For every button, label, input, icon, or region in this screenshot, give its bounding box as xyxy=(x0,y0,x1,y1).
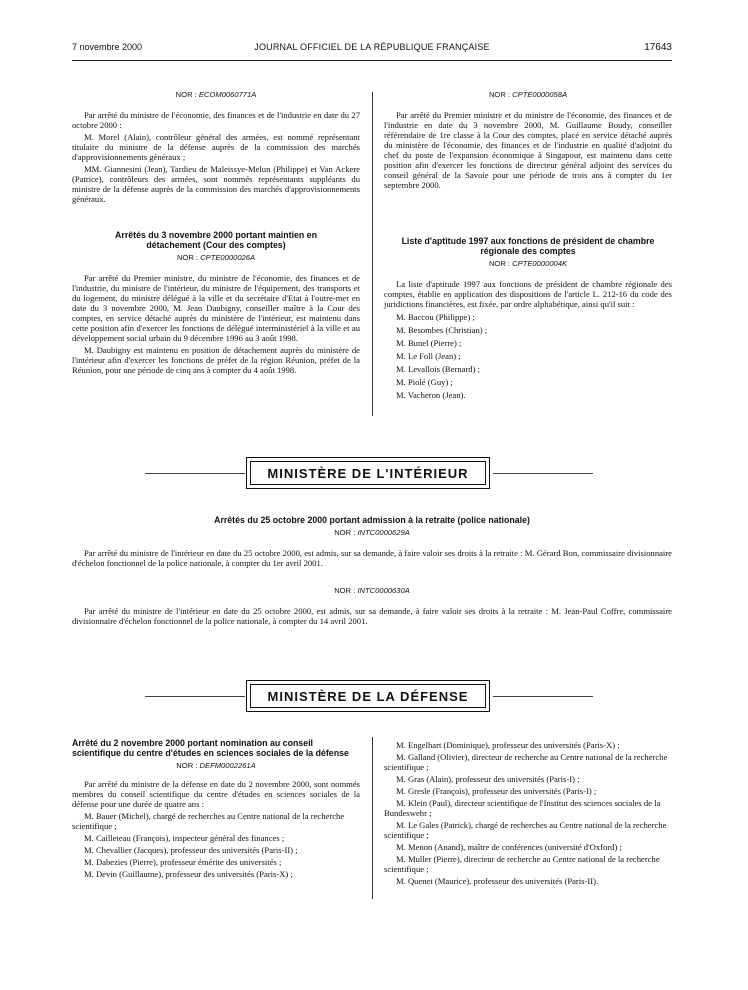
ministry-heading-interieur xyxy=(246,457,490,489)
journal-title: JOURNAL OFFICIEL DE LA RÉPUBLIQUE FRANÇAISE xyxy=(254,42,490,52)
list-item: M. Muller (Pierre), directeur de recherche au Centre national de la recherche scientifique ; xyxy=(384,854,660,874)
list-item: M. Baccou (Philippe) ; xyxy=(396,312,475,322)
list-item: M. Le Gales (Patrick), chargé de recherches au Centre national de la recherche scientifique ; xyxy=(384,820,667,840)
nor-code: CPTE0000004K xyxy=(512,259,568,268)
list-item: M. Besombes (Christian) ; xyxy=(396,325,488,335)
nor-line xyxy=(384,90,672,100)
ministry-label: MINISTÈRE DE LA DÉFENSE xyxy=(250,684,486,708)
page-number: 17643 xyxy=(644,42,672,53)
paragraph: Par arrêté du ministre de l'économie, des finances et de l'industrie en date du 27 octobre 2000 : xyxy=(72,110,360,130)
list-item: M. Gras (Alain), professeur des universités (Paris-I) ; xyxy=(396,774,580,784)
issue-date: 7 novembre 2000 xyxy=(72,42,143,52)
paragraph: Par arrêté du Premier ministre, du ministre de l'économie, des finances et de l'industrie, du ministre de l'intérieur, du ministre de l'équipement, des transports et du logement, du ministre délégué à la ville et du secrétaire d'Etat à l'outre-mer en date du 3 novembre 2000, M. Jean Daubigny, conseiller maître à la Cour des comptes, en service détaché auprès du ministère de l'intérieur, est maintenu dans cette position afin d'exercer les fonctions de délégué interministériel à la ville et au développement social urbain du 9 décembre 1996 au 3 août 1998. xyxy=(72,273,360,343)
paragraph: La liste d'aptitude 1997 aux fonctions de président de chambre régionale des comptes, établie en application des dispositions de l'article L. 212-16 du code des juridictions financières, est fixée, par ordre alphabétique, ainsi qu'il suit : xyxy=(384,279,672,309)
list-item: M. Cailleteau (François), inspecteur général des finances ; xyxy=(84,833,285,843)
list-item: M. Bunel (Pierre) ; xyxy=(396,338,462,348)
list-item: M. Devin (Guillaume), professeur des universités (Paris-X) ; xyxy=(84,869,293,879)
list-item: M. Gresle (François), professeur des universités (Paris-I) ; xyxy=(396,786,597,796)
nor-label: NOR : xyxy=(488,259,511,268)
nor-label: NOR : xyxy=(175,90,197,99)
list-item: M. Dabezies (Pierre), professeur émérite des universités ; xyxy=(84,857,282,867)
nor-code: ECOM0060771A xyxy=(198,90,257,99)
right-article xyxy=(384,236,672,403)
ministry-heading-defense xyxy=(246,680,490,712)
list-item: M. Chevallier (Jacques), professeur des universités (Paris-II) ; xyxy=(84,845,298,855)
list-item: M. Engelhart (Dominique), professeur des universités (Paris-X) ; xyxy=(396,740,620,750)
header-rule xyxy=(72,60,672,61)
list-item: M. Klein (Paul), directeur scientifique de l'Institut des sciences sociales de la Bundeswehr ; xyxy=(384,798,661,818)
nor-line xyxy=(72,761,360,771)
right-column-top xyxy=(384,90,672,192)
defense-right-column xyxy=(384,740,672,888)
paragraph: Par arrêté du ministre de l'intérieur en date du 25 octobre 2000, est admis, sur sa demande, à faire valoir ses droits à la retraite : M. Gérard Bon, commissaire divisionnaire d'échelon fonctionnel de la police nationale, à compter du 1er avril 2001. xyxy=(72,548,672,568)
column-divider xyxy=(372,737,373,899)
nor-code: INTC0000629A xyxy=(357,528,410,537)
left-article xyxy=(72,230,360,377)
nor-label: NOR : xyxy=(488,90,511,99)
nor-code: DEFM0002261A xyxy=(199,761,256,770)
interieur-section xyxy=(72,515,672,626)
nor-line xyxy=(72,253,360,263)
article-title: Liste d'aptitude 1997 aux fonctions de président de chambre régionale des comptes xyxy=(401,236,655,256)
left-column-top xyxy=(72,90,360,206)
nor-line xyxy=(72,528,672,538)
article-title: Arrêtés du 25 octobre 2000 portant admission à la retraite (police nationale) xyxy=(214,515,530,525)
nor-code: INTC0000630A xyxy=(357,586,410,595)
article-title: Arrêté du 2 novembre 2000 portant nomination au conseil scientifique du centre d'études en sciences sociales de la défense xyxy=(72,738,349,758)
page-header xyxy=(72,42,672,56)
list-item: M. Galland (Olivier), directeur de recherche au Centre national de la recherche scientifique ; xyxy=(384,752,668,772)
nor-line xyxy=(72,586,672,596)
ministry-label: MINISTÈRE DE L'INTÉRIEUR xyxy=(250,461,486,485)
paragraph: Par arrêté du ministre de l'intérieur en date du 25 octobre 2000, est admis, sur sa demande, à faire valoir ses droits à la retraite : M. Jean-Paul Coffre, commissaire divisionnaire d'échelon fonctionnel de la police nationale, à compter du 14 avril 2001. xyxy=(72,606,672,626)
paragraph: Par arrêté du Premier ministre et du ministre de l'économie, des finances et de l'industrie en date du 3 novembre 2000, M. Guillaume Boudy, conseiller référendaire de 1re classe à la Cour des comptes, placé en service détaché auprès du ministère de l'économie, des finances et de l'industrie en qualité d'adjoint du chef du poste de l'expansion économique à Singapour, est maintenu dans cette position afin d'exercer les fonctions de directeur général adjoint des services du conseil général de la Savoie pour une période de trois ans à compter du 1er septembre 2000. xyxy=(384,110,672,190)
nor-label: NOR : xyxy=(334,528,356,537)
nor-label: NOR : xyxy=(334,586,356,595)
nor-line xyxy=(72,90,360,100)
paragraph: MM. Giannesini (Jean), Tardieu de Maleissye-Melun (Philippe) et Van Ackere (Patrice), contrôleurs des armées, sont nommés représentants suppléants du ministre de la défense auprès de la commission des marchés d'approvisionnements généraux. xyxy=(72,164,360,204)
nor-label: NOR : xyxy=(176,253,199,262)
list-item: M. Levallois (Bernard) ; xyxy=(396,364,481,374)
list-item: M. Vacheron (Jean). xyxy=(396,390,466,400)
nor-label: NOR : xyxy=(176,761,198,770)
nor-code: CPTE0000058A xyxy=(512,90,568,99)
aptitude-list xyxy=(384,312,672,400)
list-item: M. Le Foll (Jean) ; xyxy=(396,351,461,361)
members-list-right xyxy=(384,740,672,886)
column-divider xyxy=(372,92,373,416)
paragraph: M. Daubigny est maintenu en position de détachement auprès du ministère de l'intérieur afin d'exercer les fonctions de préfet de la région Réunion, préfet de la Réunion, pour une période de cinq ans à compter du 4 août 1998. xyxy=(72,345,360,375)
article-title: Arrêtés du 3 novembre 2000 portant maintien en détachement (Cour des comptes) xyxy=(115,230,317,250)
list-item: M. Menon (Anand), maître de conférences (université d'Oxford) ; xyxy=(396,842,622,852)
list-item: M. Piolé (Guy) ; xyxy=(396,377,453,387)
paragraph: M. Morel (Alain), contrôleur général des armées, est nommé représentant titulaire du ministre de la défense auprès de la commission des marchés d'approvisionnements généraux ; xyxy=(72,132,360,162)
list-item: M. Bauer (Michel), chargé de recherches au Centre national de la recherche scientifique ; xyxy=(72,811,345,831)
list-item: M. Quenet (Maurice), professeur des universités (Paris-II). xyxy=(396,876,599,886)
nor-line xyxy=(384,259,672,269)
defense-left-column xyxy=(72,738,360,881)
nor-code: CPTE0000026A xyxy=(200,253,256,262)
members-list-left xyxy=(72,811,360,879)
paragraph: Par arrêté du ministre de la défense en date du 2 novembre 2000, sont nommés membres du conseil scientifique du centre d'études en sciences sociales de la défense pour une durée de quatre ans : xyxy=(72,779,360,809)
